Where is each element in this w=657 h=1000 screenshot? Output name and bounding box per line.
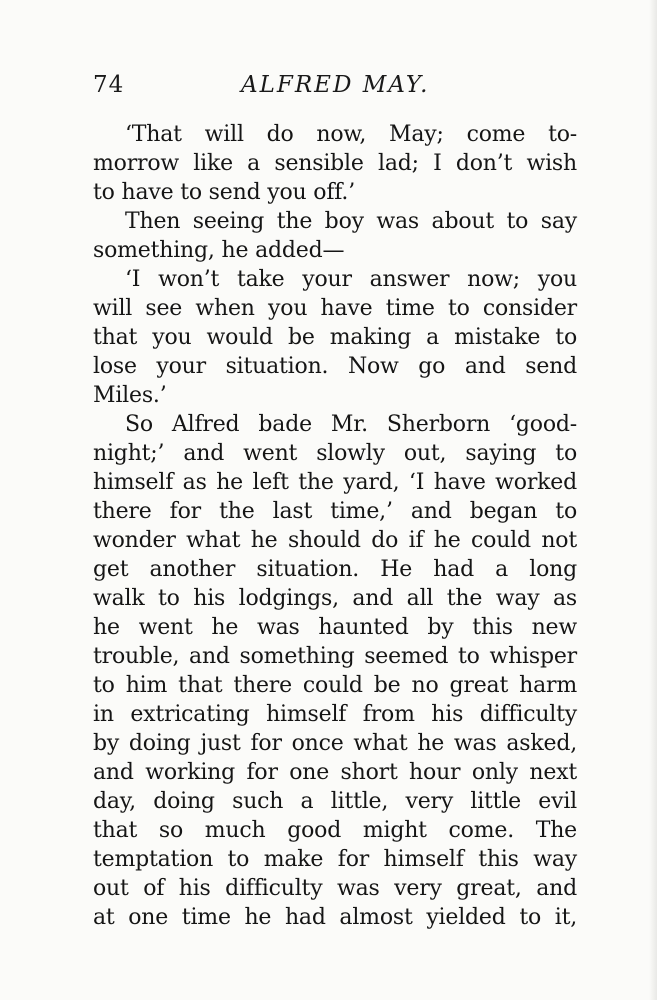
text-line: ‘I won’t take your answer now; you bbox=[125, 267, 577, 292]
text-line: morrow like a sensible lad; I don’t wish bbox=[93, 151, 577, 176]
text-line: by doing just for once what he was asked, bbox=[93, 731, 577, 756]
text-line: wonder what he should do if he could not bbox=[93, 528, 577, 553]
text-line: night;’ and went slowly out, saying to bbox=[93, 441, 577, 466]
text-line: to have to send you off.’ bbox=[93, 180, 356, 205]
text-line: Then seeing the boy was about to say bbox=[125, 209, 577, 234]
page-number: 74 bbox=[93, 72, 125, 98]
text-line: lose your situation. Now go and send bbox=[93, 354, 577, 379]
text-line: himself as he left the yard, ‘I have worked bbox=[93, 470, 577, 495]
text-line: that so much good might come. The bbox=[93, 818, 577, 843]
text-line: out of his difficulty was very great, and bbox=[93, 876, 577, 901]
text-line: that you would be making a mistake to bbox=[93, 325, 577, 350]
text-line: So Alfred bade Mr. Sherborn ‘good- bbox=[125, 412, 577, 437]
text-line: get another situation. He had a long bbox=[93, 557, 577, 582]
text-line: something, he added— bbox=[93, 238, 345, 263]
body-text bbox=[93, 120, 577, 932]
text-line: walk to his lodgings, and all the way as bbox=[93, 586, 577, 611]
text-line: to him that there could be no great harm bbox=[93, 673, 577, 698]
text-line: there for the last time,’ and began to bbox=[93, 499, 577, 524]
text-line: in extricating himself from his difficulty bbox=[93, 702, 577, 727]
running-title: ALFRED MAY. bbox=[241, 72, 430, 98]
text-line: trouble, and something seemed to whisper bbox=[93, 644, 577, 669]
text-line: day, doing such a little, very little evil bbox=[93, 789, 577, 814]
page-edge-shadow bbox=[649, 0, 657, 1000]
text-line: Miles.’ bbox=[93, 383, 167, 408]
text-line: will see when you have time to consider bbox=[93, 296, 577, 321]
running-head bbox=[93, 72, 577, 106]
text-line: and working for one short hour only next bbox=[93, 760, 577, 785]
text-line: at one time he had almost yielded to it, bbox=[93, 905, 577, 930]
text-line: ‘That will do now, May; come to- bbox=[125, 122, 577, 147]
text-line: temptation to make for himself this way bbox=[93, 847, 577, 872]
text-line: he went he was haunted by this new bbox=[93, 615, 577, 640]
